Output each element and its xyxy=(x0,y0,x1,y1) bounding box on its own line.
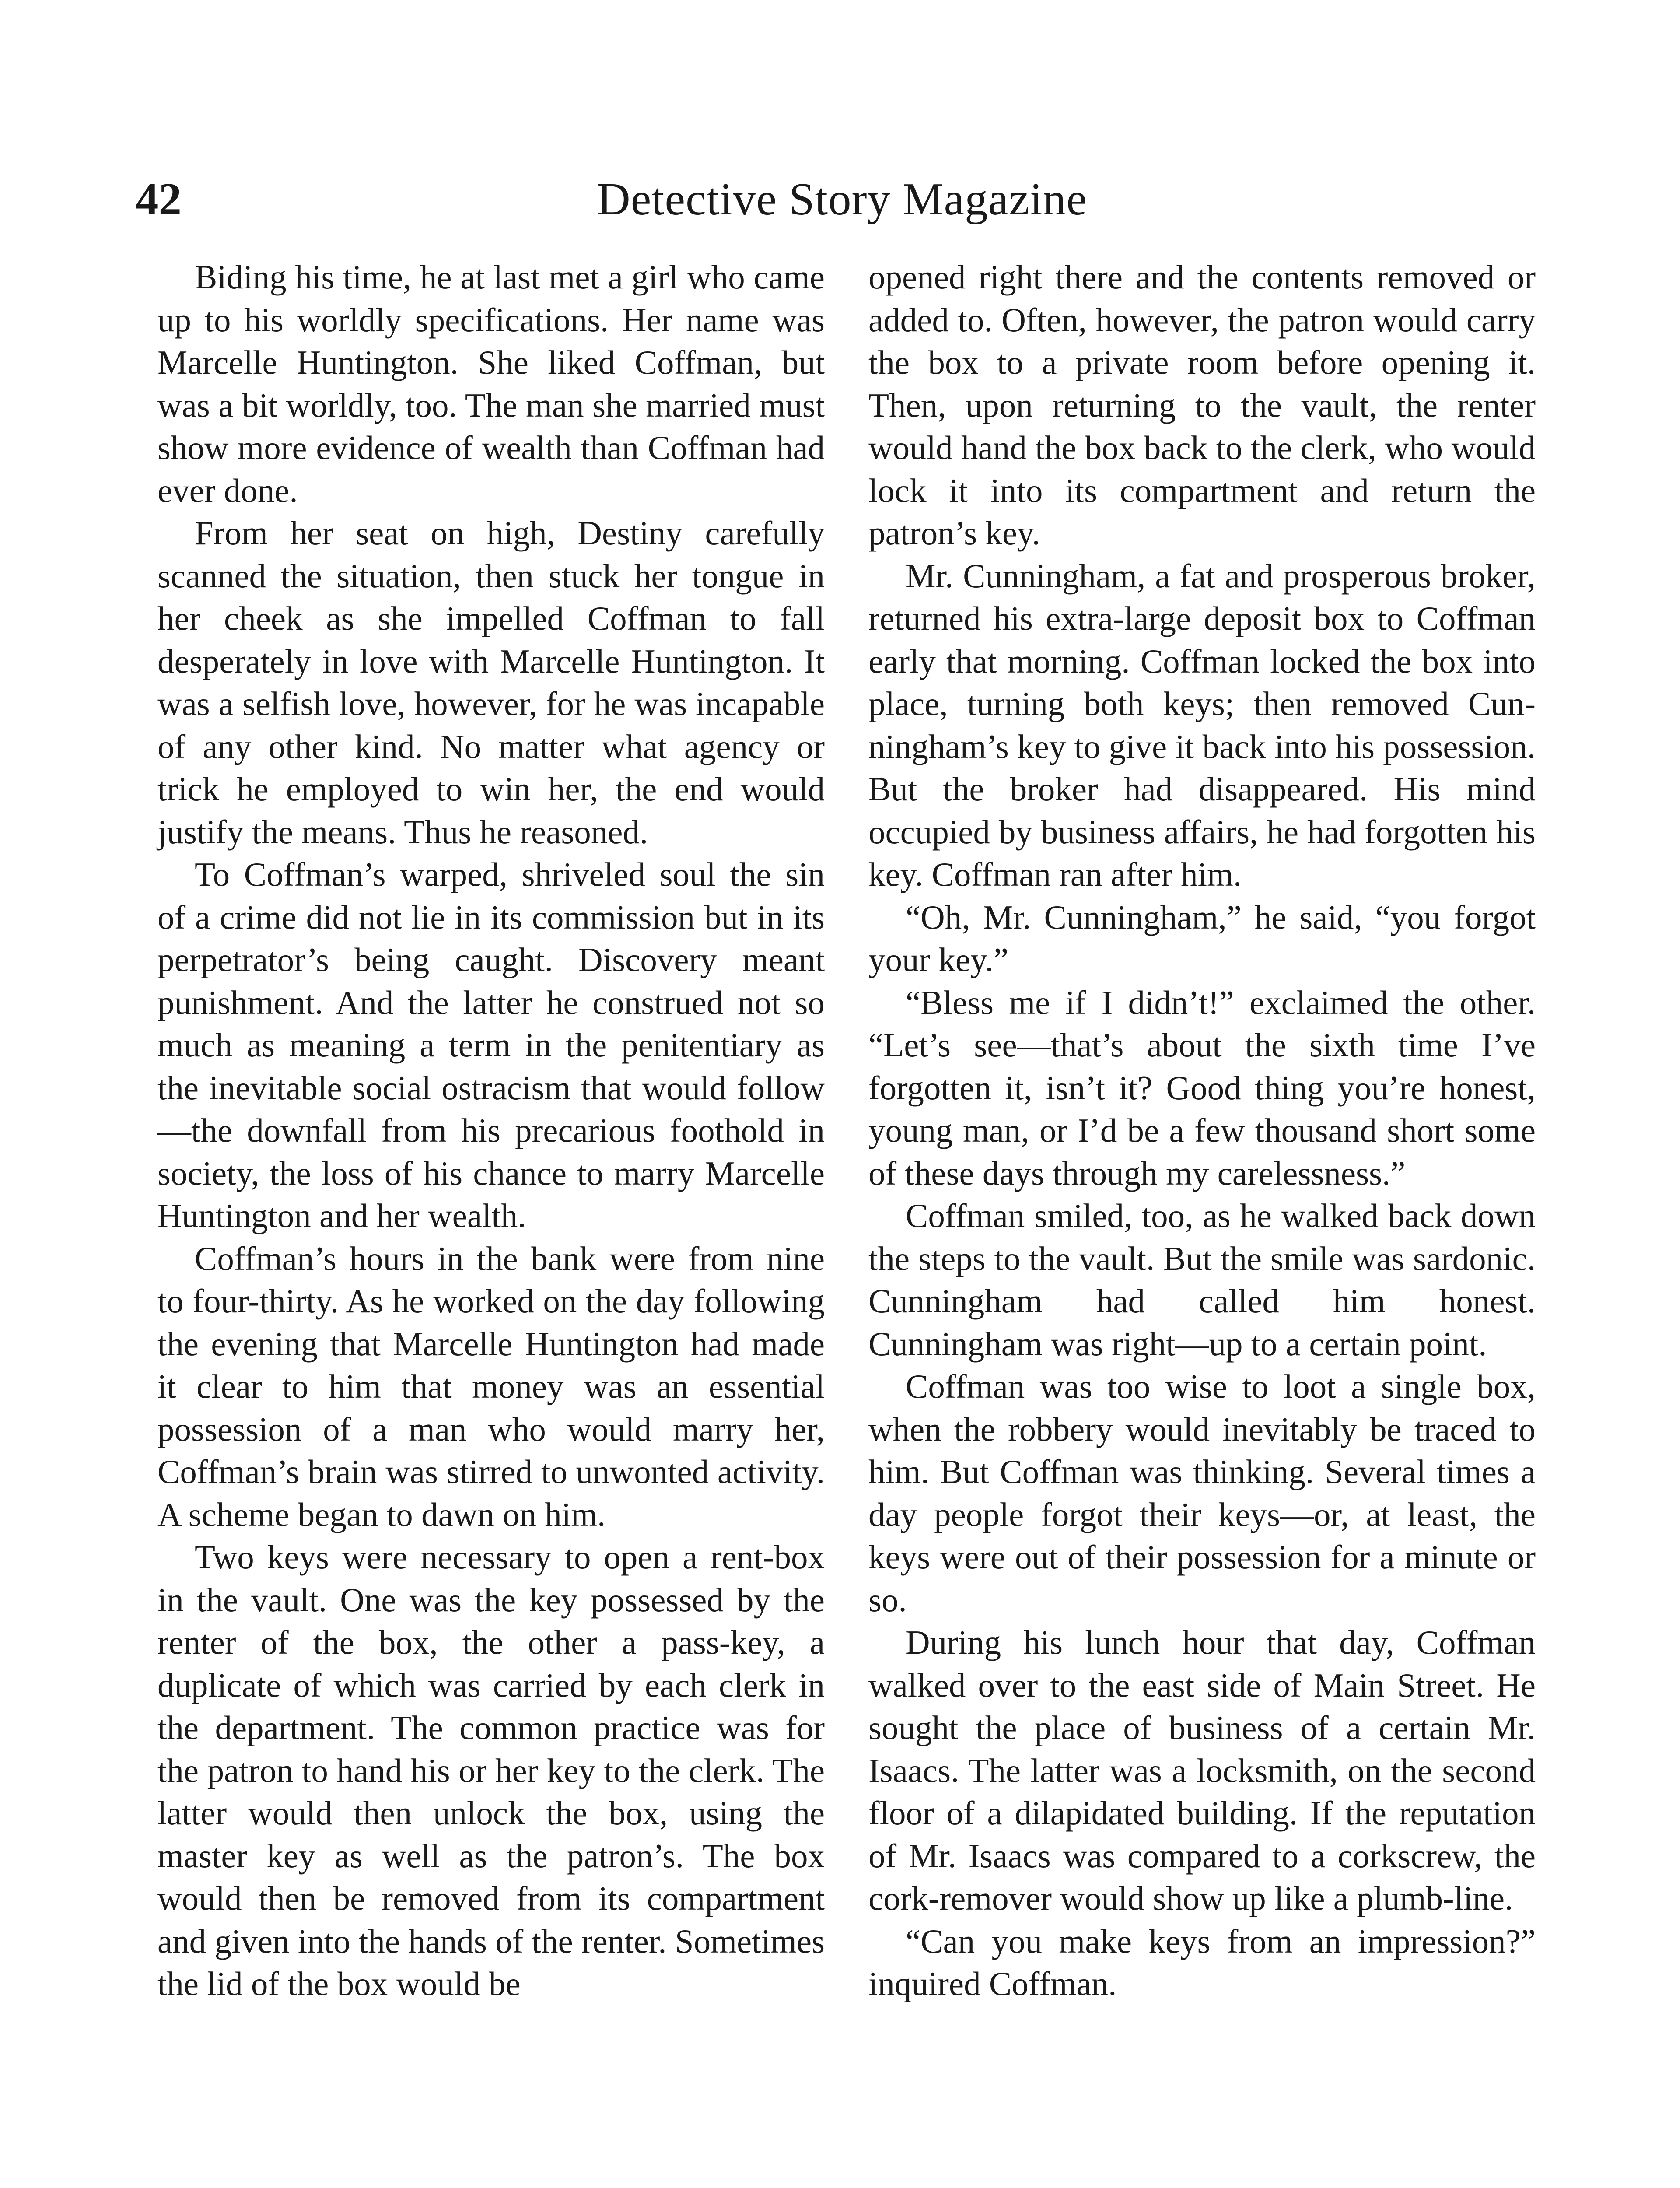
paragraph: Biding his time, he at last met a girl who came up to his worldly specifications. Her name was Marcelle Huntington. She liked Coffman, but was a bit worldly, too. The man she married must show more evidence of wealth than Coffman had ever done. xyxy=(158,258,825,509)
paragraph: Mr. Cunningham, a fat and prosperous broker, returned his extra-large deposit box to Coffman early that morning. Coffman locked the box into place, turning both keys; then removed Cunningham’s key to give it back into his possession. But the broker had disappeared. His mind occupied by business affairs, he had forgotten his key. Coffman ran after him. xyxy=(868,557,1536,893)
paragraph: Coffman was too wise to loot a single box, when the robbery would inevitably be traced to him. But Coffman was thinking. Several times a day people forgot their keys—or, at least, the keys were out of their possession for a minute or so. xyxy=(868,1368,1536,1619)
paragraph: “Can you make keys from an impression?” inquired Coffman. xyxy=(868,1922,1536,2002)
paragraph: Coffman smiled, too, as he walked back down the steps to the vault. But the smile was sardonic. Cunningham had called him honest. Cunningham was right—up to a certain point. xyxy=(868,1197,1536,1363)
paragraph: To Coffman’s warped, shriveled soul the sin of a crime did not lie in its commission but in its perpetrator’s being caught. Discovery meant punishment. And the latter he construed not so much as meaning a term in the penitentiary as the inevitable social ostracism that would follow—the downfall from his precarious foothold in society, the loss of his chance to marry Marcelle Huntington and her wealth. xyxy=(158,856,825,1234)
magazine-title: Detective Story Magazine xyxy=(597,173,1088,224)
page-number: 42 xyxy=(136,173,182,224)
paragraph-continuation: opened right there and the contents removed or added to. Often, however, the patron would carry the box to a private room before opening it. Then, upon returning to the vault, the renter would hand the box back to the clerk, who would lock it into its compartment and return the patron’s key. xyxy=(868,258,1536,552)
paragraph: From her seat on high, Destiny carefully scanned the situation, then stuck her tongue in her cheek as she impelled Coffman to fall desperately in love with Marcelle Huntington. It was a selfish love, however, for he was incapable of any other kind. No matter what agency or trick he employed to win her, the end would justify the means. Thus he reasoned. xyxy=(158,514,825,851)
left-column xyxy=(158,256,825,2006)
paragraph: During his lunch hour that day, Coffman walked over to the east side of Main Street. He sought the place of business of a certain Mr. Isaacs. The latter was a locksmith, on the second floor of a dilapidated building. If the reputation of Mr. Isaacs was compared to a corkscrew, the cork-remover would show up like a plumb-line. xyxy=(868,1623,1536,1917)
paragraph: Coffman’s hours in the bank were from nine to four-thirty. As he worked on the day following the evening that Marcelle Huntington had made it clear to him that money was an essential possession of a man who would marry her, Coffman’s brain was stirred to unwonted activity. A scheme began to dawn on him. xyxy=(158,1239,825,1533)
paragraph: Two keys were necessary to open a rent-box in the vault. One was the key possessed by the renter of the box, the other a pass-key, a duplicate of which was carried by each clerk in the department. The common practice was for the patron to hand his or her key to the clerk. The latter would then unlock the box, using the master key as well as the patron’s. The box would then be removed from its compartment and given into the hands of the renter. Sometimes the lid of the box would be xyxy=(158,1538,825,2002)
paragraph: “Bless me if I didn’t!” exclaimed the other. “Let’s see—that’s about the sixth time I’ve forgotten it, isn’t it? Good thing you’re honest, young man, or I’d be a few thousand short some of these days through my carelessness.” xyxy=(868,983,1536,1192)
paragraph: “Oh, Mr. Cunningham,” he said, “you forgot your key.” xyxy=(868,898,1536,978)
right-column xyxy=(868,256,1536,2006)
page-header xyxy=(136,173,1549,234)
